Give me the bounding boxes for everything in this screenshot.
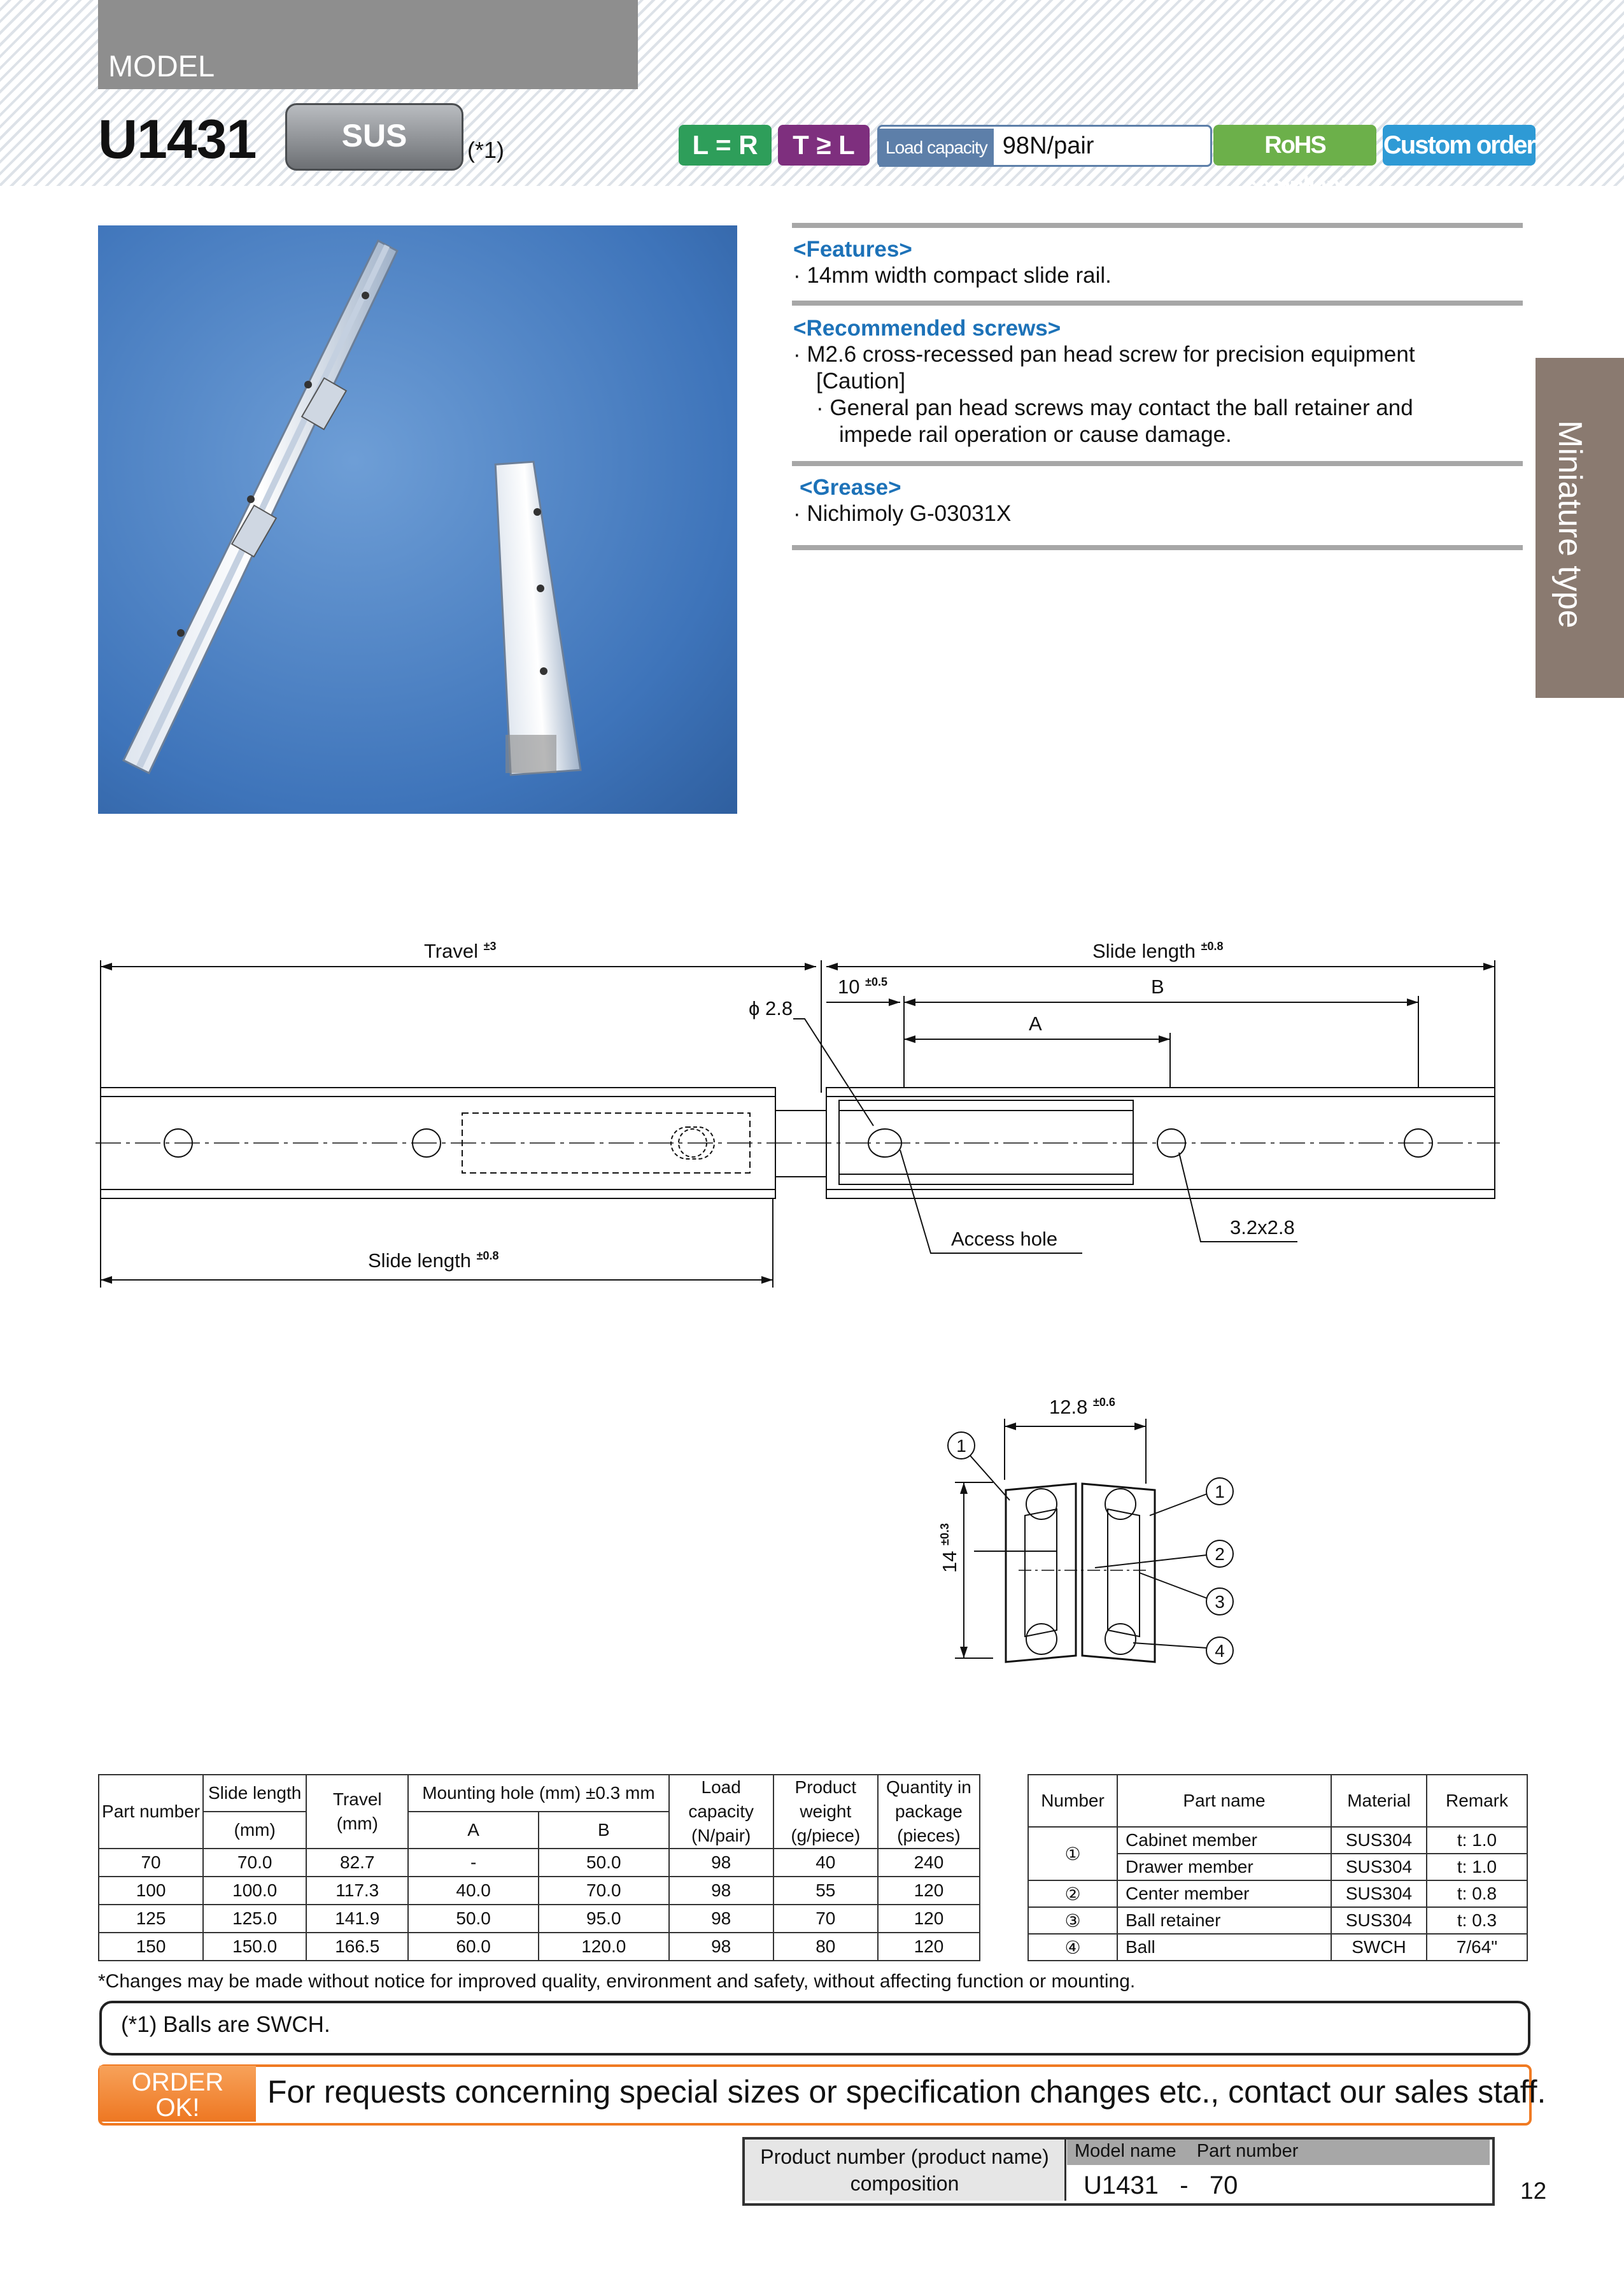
table-row: 125 125.0 141.9 50.0 95.0 98 70 120	[99, 1905, 980, 1933]
parts-table	[1027, 1774, 1528, 1961]
col-slide-length: Slide length	[203, 1775, 306, 1812]
dim-b-label: B	[1151, 976, 1164, 998]
side-tab-label: Miniature type	[1551, 420, 1588, 628]
order-badge-line1: ORDER	[131, 2068, 224, 2096]
col-remark: Remark	[1427, 1775, 1527, 1827]
col-a: A	[408, 1812, 539, 1849]
balls-note: (*1) Balls are SWCH.	[121, 2012, 330, 2037]
slot-label: 3.2x2.8	[1230, 1216, 1295, 1239]
slide-length-bottom-label: Slide length $^{\pm 0.8}$	[368, 1249, 499, 1272]
order-text: For requests concerning special sizes or specification changes etc., contact our sales staff.	[267, 2074, 1546, 2110]
col-mounting-hole: Mounting hole (mm) ±0.3 mm	[408, 1775, 668, 1812]
product-number-value: U1431 - 70	[1084, 2171, 1238, 2199]
tag-custom-order: Custom order	[1383, 125, 1536, 166]
phi-label: ϕ 2.8	[749, 997, 793, 1019]
col-part-number: Part number	[99, 1775, 203, 1849]
dim-10-label: 10 $^{\pm 0.5}$	[838, 976, 888, 998]
col-travel: Travel (mm)	[306, 1775, 408, 1849]
callout-1b: 1	[1215, 1482, 1225, 1502]
col-load: Load capacity (N/pair)	[669, 1775, 773, 1849]
material-note: (*1)	[467, 137, 505, 163]
screws-line-3: · General pan head screws may contact the ball retainer and	[816, 395, 1413, 420]
table-row: ① Cabinet member SUS304 t: 1.0	[1028, 1827, 1527, 1854]
tag-t-ge-l: T ≥ L	[778, 125, 870, 166]
screws-line-1: · M2.6 cross-recessed pan head screw for precision equipment	[793, 342, 1415, 367]
col-material: Material	[1331, 1775, 1427, 1827]
table-row: ③ Ball retainer SUS304 t: 0.3	[1028, 1907, 1527, 1934]
load-capacity-value: 98N/pair	[1002, 132, 1094, 159]
grease-heading: <Grease>	[800, 475, 901, 500]
tag-rohs: RoHS compliant	[1213, 125, 1376, 166]
col-number: Number	[1028, 1775, 1117, 1827]
grease-item-1: · Nichimoly G-03031X	[793, 501, 1012, 526]
table-row: ② Center member SUS304 t: 0.8	[1028, 1880, 1527, 1907]
product-number-label: Product number (product name) composition	[760, 2145, 1049, 2195]
callout-2: 2	[1215, 1544, 1225, 1564]
tag-l-equals-r: L = R	[679, 125, 772, 166]
load-capacity-label: Load capacity	[879, 129, 994, 167]
callout-1a: 1	[956, 1436, 966, 1456]
screws-caution: [Caution]	[816, 369, 906, 394]
col-qty: Quantity in package (pieces)	[878, 1775, 980, 1849]
slide-length-top-label: Slide length $^{\pm 0.8}$	[1092, 940, 1224, 962]
order-badge-line2: OK!	[155, 2094, 200, 2122]
col-b: B	[539, 1812, 669, 1849]
table-row: 100 100.0 117.3 40.0 70.0 98 55 120	[99, 1877, 980, 1905]
access-hole-label: Access hole	[951, 1228, 1058, 1250]
features-item-1: · 14mm width compact slide rail.	[793, 263, 1112, 288]
table-row: 150 150.0 166.5 60.0 120.0 98 80 120	[99, 1933, 980, 1961]
height-label: 14 $^{\pm 0.3}$	[938, 1523, 961, 1573]
table-row: 70 70.0 82.7 - 50.0 98 40 240	[99, 1849, 980, 1877]
material-badge: SUS	[285, 103, 463, 171]
features-heading: <Features>	[793, 237, 912, 262]
model-label: MODEL	[108, 49, 215, 83]
col-weight: Product weight (g/piece)	[773, 1775, 878, 1849]
disclaimer: *Changes may be made without notice for improved quality, environment and safety, without affecting function or mounting.	[98, 1971, 1136, 1992]
spec-table	[98, 1774, 980, 1961]
page-number: 12	[1520, 2178, 1547, 2204]
table-row: ④ Ball SWCH 7/64"	[1028, 1934, 1527, 1961]
col-slide-unit: (mm)	[203, 1812, 306, 1849]
screws-line-4: impede rail operation or cause damage.	[839, 422, 1232, 447]
col-part-name: Part name	[1117, 1775, 1331, 1827]
callout-4: 4	[1215, 1641, 1225, 1661]
width-label: 12.8 $^{\pm 0.6}$	[1049, 1396, 1115, 1418]
order-ok-badge	[99, 2066, 256, 2122]
model-id: U1431	[98, 109, 257, 170]
part-number-value: 70	[1209, 2171, 1238, 2199]
model-name-value: U1431	[1084, 2171, 1159, 2199]
table-row: Drawer member SUS304 t: 1.0	[1028, 1854, 1527, 1880]
callout-3: 3	[1215, 1592, 1225, 1612]
product-number-head: Model name Part number	[1075, 2141, 1299, 2161]
screws-heading: <Recommended screws>	[793, 316, 1061, 341]
travel-label: Travel $^{\pm 3}$	[424, 940, 497, 962]
dim-a-label: A	[1029, 1012, 1042, 1035]
